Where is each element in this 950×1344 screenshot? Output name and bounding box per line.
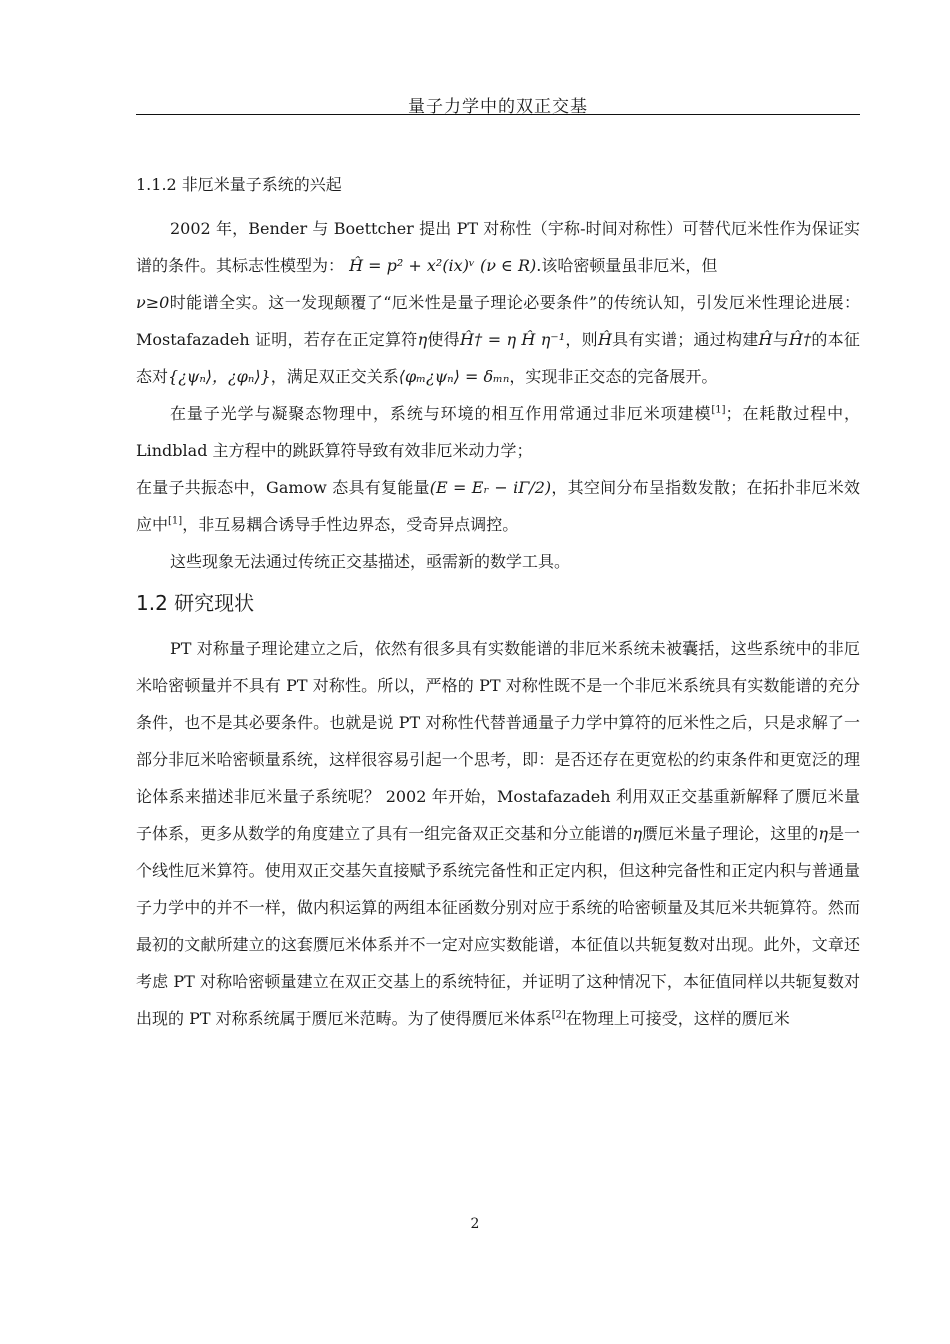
body-content: [136, 172, 860, 1037]
text-span: 为保证实谱的条件。其标志性模型为：: [136, 219, 860, 275]
paragraph-research-status: [136, 630, 860, 1037]
equation-pseudo-hermitian: Ĥ† = η Ĥ η⁻¹: [459, 330, 566, 349]
text-span: 散过程中，Lindblad 主方程中的跳跃算符导致有效非厄米动力学；: [136, 404, 860, 460]
text-span: 扑非厄米效应中: [136, 478, 860, 534]
math-eta: η: [632, 824, 643, 843]
text-span: 使得: [427, 330, 460, 349]
subsection-heading: 1.1.2 非厄米量子系统的兴起: [136, 175, 342, 194]
text-span: ，则: [565, 330, 598, 349]
paragraph-applications: [136, 395, 860, 469]
text-span: ；在耗: [725, 404, 777, 423]
math-eta: η: [417, 330, 428, 349]
text-span: 与: [772, 330, 789, 349]
text-span: 具有实: [611, 330, 661, 349]
text-span: ，满足双正交关系: [270, 367, 399, 386]
text-span: 在量子光学与凝聚态物理中，系统与环境的相互作用常通过非厄米项建模: [170, 404, 712, 423]
section-heading: 1.2 研究现状: [136, 591, 255, 615]
citation-ref[interactable]: [2]: [551, 1009, 566, 1021]
page-number: 2: [470, 1216, 480, 1232]
text-span: 是一个线性厄米算符。使用双正交基矢直接赋予系统完备性和正定内积，但这种完备性和正定内积与普通量子力学中的并不一样，做内积运算的两组本征函数分别对应于系统的哈密顿量及其厄米共轭算符。然而最初的文献所建立的这套赝厄米体系并不一定对应实数能谱，本征值以共轭复数对出现。此外，文章还考虑 PT 对称哈密顿量建立在双正交基上的系统特征，并证明了这种情况下，本征值同样以共轭复数对出现的 PT 对称系统属于赝厄米范畴。为了使得赝厄米体系: [136, 824, 860, 1028]
text-span: 厄米性理论进展：Mostafazadeh 证明，若存在正定算符: [136, 293, 860, 349]
text-span: 时能谱全实。这一发现颠覆了“厄米性是量子理论必要条件”的传统认知，引发: [169, 293, 729, 312]
paragraph-resonance: [136, 469, 860, 543]
running-header: 量子力学中的双正交基: [408, 97, 588, 117]
equation-hamiltonian: Ĥ = p² + x²(ix)ᵛ (ν ∈ R): [349, 256, 537, 275]
math-nu-condition: ν≥0: [136, 293, 170, 312]
citation-ref[interactable]: [1]: [711, 404, 726, 416]
paragraph-pt-intro-2: [136, 284, 860, 395]
citation-ref[interactable]: [1]: [168, 515, 183, 527]
math-eta: η: [818, 824, 828, 843]
paragraph-summary: 这些现象无法通过传统正交基描述，亟需新的数学工具。: [170, 552, 571, 571]
text-span: 2002 年，Bender 与 Boettcher 提出 PT 对称性（宇称-时间对称性）可替代厄米性作: [170, 219, 796, 238]
text-span: 在物理上可接受，这样的赝厄米: [565, 1009, 790, 1028]
text-span: ，实现: [509, 367, 558, 386]
text-span: ，其空间分布呈指数发散；在拓: [551, 478, 779, 497]
equation-biorthogonal: ⟨φₘ¿ψₙ⟩ = δₘₙ: [398, 367, 510, 386]
math-eigenstate-pair: {¿ψₙ⟩，¿φₙ⟩}: [168, 367, 271, 386]
text-span: 在量子共振态中，Gamow 态具有复能量: [136, 478, 430, 497]
equation-complex-energy: (E = Eᵣ − iΓ/2): [429, 478, 552, 497]
text-span: ，非互易耦合诱导手性边界态，受奇异点调控。: [182, 515, 519, 534]
math-h: Ĥ: [597, 330, 612, 349]
text-span: 赝厄米量子理论，这里的: [642, 824, 819, 843]
text-span: 非正交态的完备展开。: [557, 367, 718, 386]
paragraph-pt-intro-1: [136, 210, 860, 284]
text-span: 的本征态对: [136, 330, 860, 386]
text-span: .该哈密顿量虽非厄米，但: [536, 256, 718, 275]
header-rule: [136, 114, 860, 115]
text-span: 谱；通过构建: [660, 330, 759, 349]
math-h: Ĥ: [758, 330, 773, 349]
math-h-dagger: Ĥ†: [788, 330, 812, 349]
text-span: PT 对称量子理论建立之后，依然有很多具有实数能谱的非厄米系统未被囊括，这些系统中的非厄米哈密顿量并不具有 PT 对称性。所以，严格的 PT 对称性既不是一个非厄米系统具有实数能谱的充分条件，也不是其必要条件。也就是说 PT 对称性代替普通量子力学中算符的厄米性之后，只是求解了一部分非厄米哈密顿量系统，这样很容易引起一个思考，即：是否还存在更宽松的约束条件和更宽泛的理论体系来描述非厄米量子系统呢？ 2002 年开始，Mostafazadeh 利用双正交基重新解释了赝厄米量子体系，更多从数学的角度建立了具有一组完备双正交基和分立能谱的: [136, 639, 860, 843]
